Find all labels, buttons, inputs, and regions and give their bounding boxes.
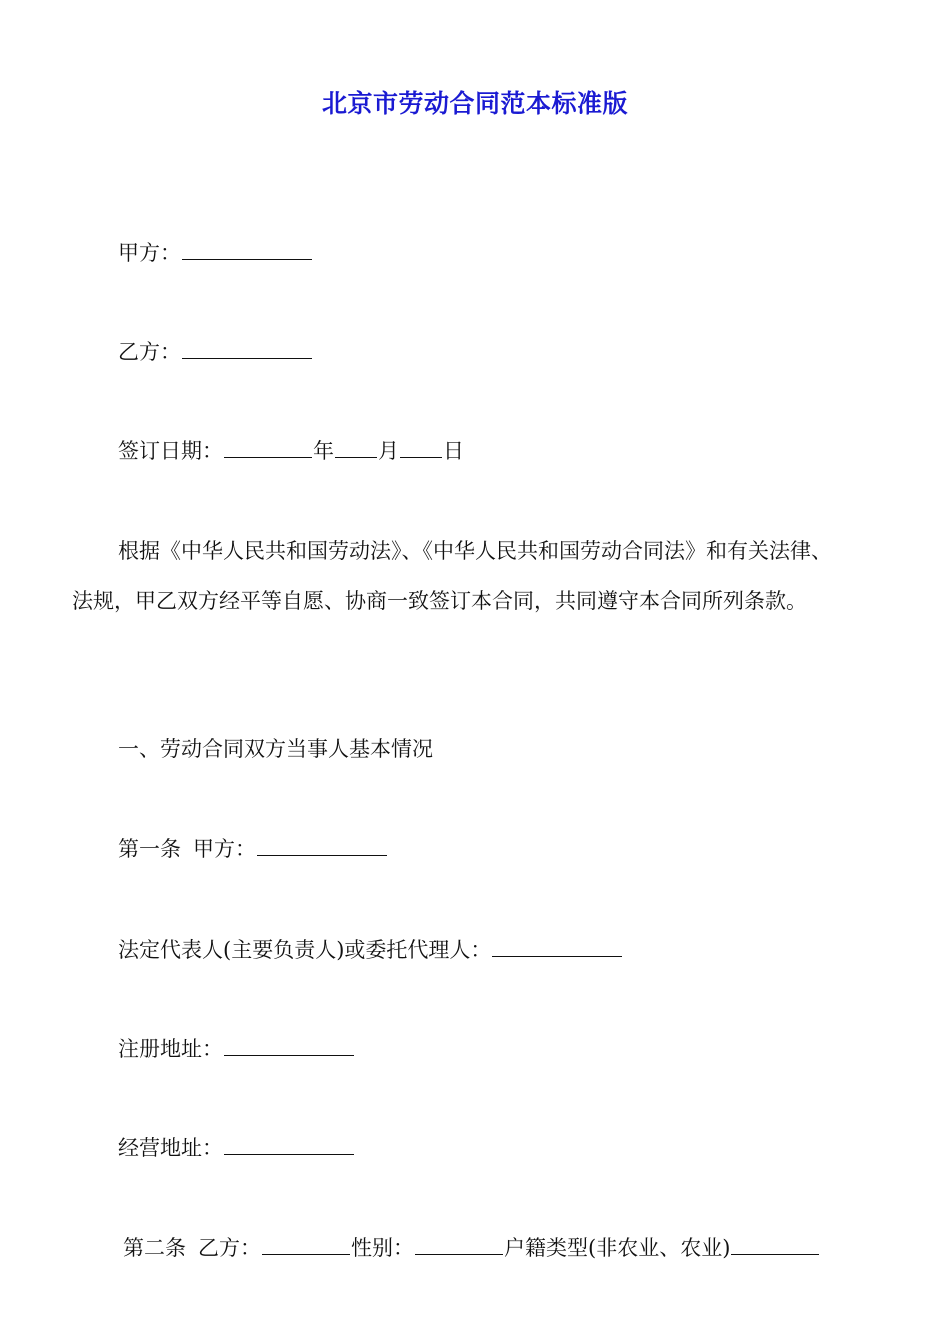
legal-rep-line	[118, 935, 623, 965]
sign-month-blank[interactable]	[335, 437, 377, 458]
registered-address-label: 注册地址：	[118, 1037, 223, 1061]
business-address-blank[interactable]	[224, 1134, 354, 1155]
party-a-label: 甲方：	[118, 241, 181, 265]
article-2-household-blank[interactable]	[731, 1234, 819, 1255]
article-2-party-label: 乙方：	[198, 1236, 261, 1260]
sign-month-unit: 月	[378, 439, 399, 463]
section-1-heading: 一、劳动合同双方当事人基本情况	[118, 737, 433, 761]
party-b-line	[118, 337, 313, 367]
article-1-line	[118, 834, 388, 864]
article-1-number: 第一条	[118, 837, 181, 861]
sign-year-unit: 年	[313, 439, 334, 463]
party-a-line	[118, 238, 313, 268]
sign-year-blank[interactable]	[224, 437, 312, 458]
article-1-party-a-blank[interactable]	[257, 835, 387, 856]
registered-address-line	[118, 1034, 355, 1064]
sign-day-unit: 日	[443, 439, 464, 463]
sign-day-blank[interactable]	[400, 437, 442, 458]
sign-date-label: 签订日期：	[118, 439, 223, 463]
sign-date-line	[118, 436, 464, 466]
article-2-party-b-blank[interactable]	[262, 1234, 350, 1255]
preamble-line-2: 法规，甲乙双方经平等自愿、协商一致签订本合同，共同遵守本合同所列条款。	[72, 589, 807, 613]
registered-address-blank[interactable]	[224, 1035, 354, 1056]
article-2-household-label: 户籍类型(非农业、农业)	[504, 1236, 731, 1260]
party-a-blank[interactable]	[182, 239, 312, 260]
party-b-blank[interactable]	[182, 338, 312, 359]
article-1-label: 甲方：	[193, 837, 256, 861]
article-2-gender-blank[interactable]	[415, 1234, 503, 1255]
preamble-line-1: 根据《中华人民共和国劳动法》、《中华人民共和国劳动合同法》和有关法律、	[118, 539, 832, 563]
article-2-number: 第二条	[123, 1236, 186, 1260]
document-title: 北京市劳动合同范本标准版	[321, 89, 628, 118]
article-2-gender-label: 性别：	[351, 1236, 414, 1260]
business-address-label: 经营地址：	[118, 1136, 223, 1160]
article-2-line	[123, 1233, 820, 1263]
business-address-line	[118, 1133, 355, 1163]
legal-rep-blank[interactable]	[492, 936, 622, 957]
party-b-label: 乙方：	[118, 340, 181, 364]
legal-rep-label: 法定代表人(主要负责人)或委托代理人：	[118, 938, 492, 962]
